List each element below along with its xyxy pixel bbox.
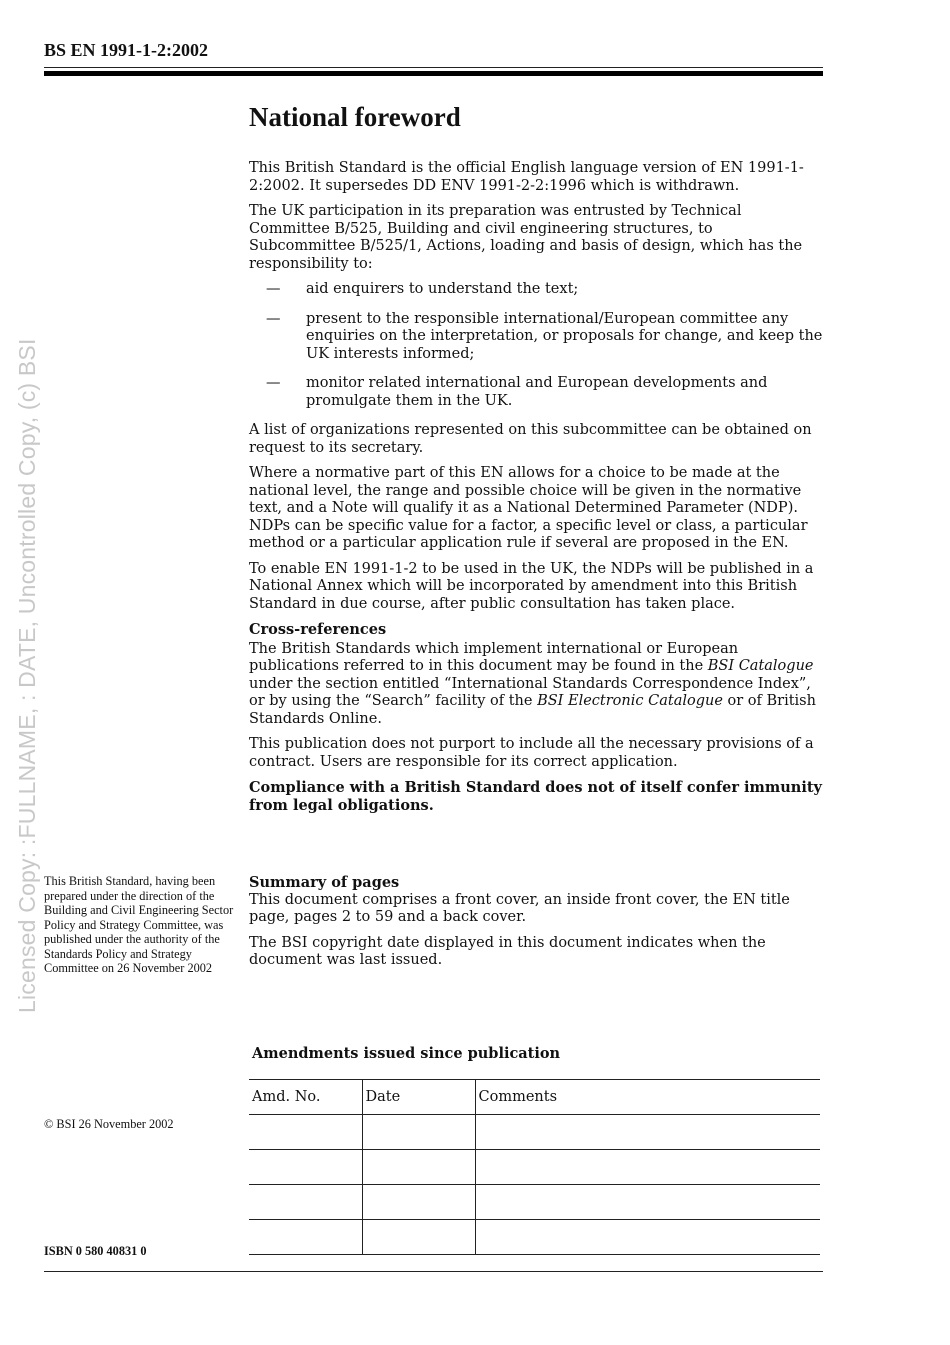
amendments-title: Amendments issued since publication — [252, 1045, 561, 1062]
table-header-row — [249, 1080, 820, 1115]
list-item-text: present to the responsible international/European committee any enquiries on the interpretation, or proposals for change, and keep the UK interests informed; — [306, 310, 823, 362]
copyright-date-note: The BSI copyright date displayed in this document indicates when the document was last issued. — [249, 934, 766, 968]
summary-heading: Summary of pages — [249, 874, 400, 891]
table-cell — [362, 1115, 475, 1150]
list-item — [249, 281, 823, 299]
page-title: National foreword — [249, 102, 461, 132]
responsibility-list — [249, 281, 823, 410]
paragraph-uk-participation: The UK participation in its preparation was entrusted by Technical Committee B/525, Building and civil engineering structures, to Subcommittee B/525/1, Actions, loading and basis of design, which has the responsibility to: — [249, 203, 803, 272]
document-code: BS EN 1991-1-2:2002 — [44, 40, 209, 60]
table-row — [249, 1220, 820, 1255]
cross-references-heading: Cross-references — [249, 621, 387, 638]
text-run: The British Standards which implement international or European publications referred to in this document may be found in the — [249, 640, 739, 674]
list-item — [249, 375, 823, 410]
publication-side-note: This British Standard, having been prepared under the direction of the Building and Civil Engineering Sector Policy and Strategy Committee, was published under the authority of the Standards Policy and Strategy Committee on 26 November 2002 — [44, 874, 234, 975]
header-thick-rule — [44, 71, 823, 76]
table-cell — [362, 1185, 475, 1220]
summary-text: This document comprises a front cover, an inside front cover, the EN title page, pages 2 to 59 and a back cover. — [249, 891, 790, 925]
amendments-table — [249, 1079, 820, 1255]
list-item-text: monitor related international and European developments and promulgate them in the UK. — [306, 375, 768, 409]
dash-bullet: — — [266, 310, 281, 327]
license-watermark: Licensed Copy: :FULLNAME, : DATE, Uncontrolled Copy, (c) BSI — [14, 338, 40, 1013]
text-run: or of British Standards Online. — [249, 693, 816, 727]
table-row — [249, 1150, 820, 1185]
bsi-electronic-catalogue-title: BSI Electronic Catalogue — [537, 693, 723, 709]
list-item — [249, 311, 823, 364]
list-item-text: aid enquirers to understand the text; — [306, 281, 579, 297]
dash-bullet: — — [266, 375, 281, 391]
paragraph-cross-references — [249, 641, 823, 729]
table-cell — [475, 1115, 820, 1150]
table-cell — [249, 1150, 362, 1185]
header-thin-rule — [44, 67, 823, 68]
table-cell — [249, 1115, 362, 1150]
compliance-statement: Compliance with a British Standard does not of itself confer immunity from legal obligations. — [249, 779, 822, 814]
table-cell — [362, 1220, 475, 1255]
column-header-comments: Comments — [475, 1080, 820, 1115]
table-cell — [249, 1220, 362, 1255]
bsi-catalogue-title: BSI Catalogue — [707, 658, 814, 674]
table-cell — [249, 1185, 362, 1220]
table-cell — [475, 1150, 820, 1185]
footer-rule — [44, 1271, 823, 1272]
copyright-notice: © BSI 26 November 2002 — [44, 1117, 174, 1131]
paragraph-official-version: This British Standard is the official English language version of EN 1991-1-2:2002. It supersedes DD ENV 1991-2-2:1996 which is withdrawn. — [249, 160, 804, 194]
dash-bullet: — — [266, 281, 281, 297]
column-header-amd-no: Amd. No. — [249, 1080, 362, 1115]
table-row — [249, 1115, 820, 1150]
table-row — [249, 1185, 820, 1220]
table-cell — [475, 1220, 820, 1255]
paragraph-provisions: This publication does not purport to include all the necessary provisions of a contract. Users are responsible for its correct application. — [249, 736, 814, 770]
paragraph-national-annex: To enable EN 1991-1-2 to be used in the UK, the NDPs will be published in a National Annex which will be incorporated by amendment into this British Standard in due course, after public consultation has taken place. — [249, 560, 814, 612]
main-content — [249, 100, 823, 822]
paragraph-organizations: A list of organizations represented on this subcommittee can be obtained on request to its secretary. — [249, 422, 812, 456]
summary-of-pages — [249, 874, 823, 978]
table-cell — [362, 1150, 475, 1185]
column-header-date: Date — [362, 1080, 475, 1115]
text-run: under the section entitled “International Standards Correspondence Index”, or by using the “Search” facility of the — [249, 675, 811, 709]
paragraph-ndp: Where a normative part of this EN allows for a choice to be made at the national level, the range and possible choice will be given in the normative text, and a Note will qualify it as a National Determined Parameter (NDP). NDPs can be specific value for a factor, a specific level or class, a particular method or a particular application rule if several are proposed in the EN. — [249, 465, 808, 551]
table-cell — [475, 1185, 820, 1220]
isbn: ISBN 0 580 40831 0 — [44, 1244, 147, 1258]
